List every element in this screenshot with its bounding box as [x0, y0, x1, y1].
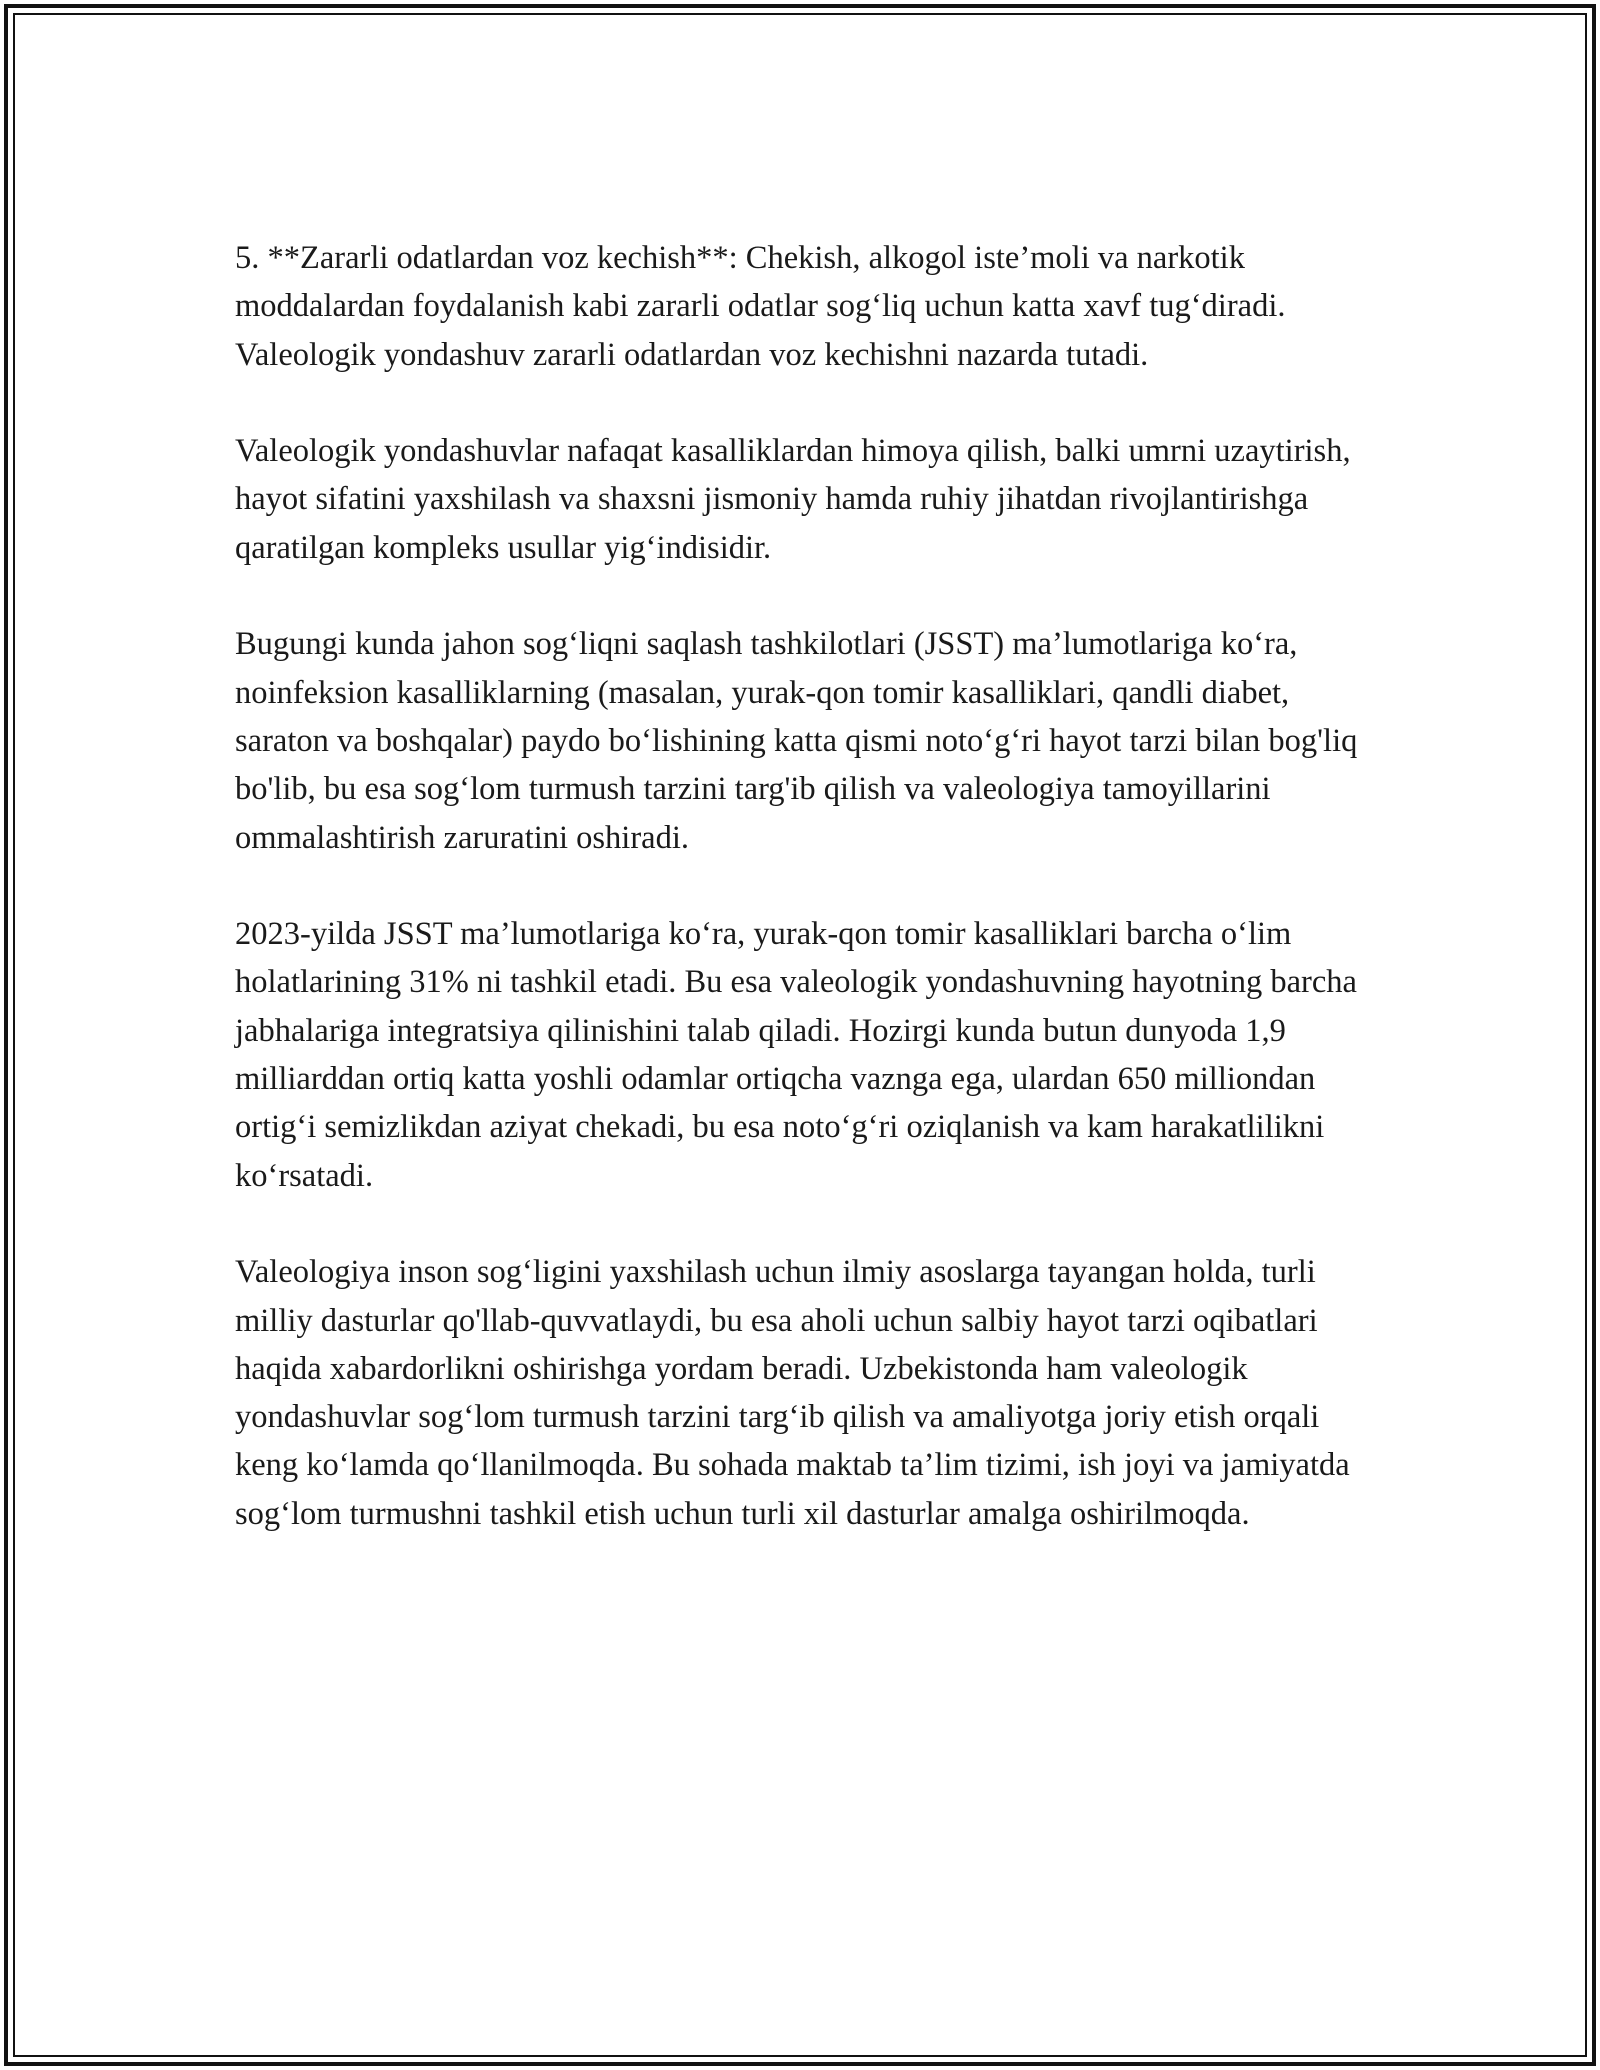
paragraph-valeological-approaches: Valeologik yondashuvlar nafaqat kasalliklardan himoya qilish, balki umrni uzaytirish, hayot sifatini yaxshilash va shaxsni jismoniy hamda ruhiy jihatdan rivojlantirishga qaratilgan kompleks usullar yig‘indisidir. — [235, 433, 1351, 566]
paragraph-harmful-habits: 5. **Zararli odatlardan voz kechish**: Chekish, alkogol iste’moli va narkotik moddalardan foydalanish kabi zararli odatlar sog‘liq uchun katta xavf tug‘diradi. Valeologik yondashuv zararli odatlardan voz kechishni nazarda tutadi. — [235, 240, 1286, 373]
paragraph-2023-statistics: 2023-yilda JSST ma’lumotlariga ko‘ra, yurak-qon tomir kasalliklari barcha o‘lim holatlarining 31% ni tashkil etadi. Bu esa valeologik yondashuvning hayotning barcha jabhalariga integratsiya qilinishini talab qiladi. Hozirgi kunda butun dunyoda 1,9 milliarddan ortiq katta yoshli odamlar ortiqcha vaznga ega, ulardan 650 milliondan ortig‘i semizlikdan aziyat chekadi, bu esa noto‘g‘ri oziqlanish va kam harakatlilikni ko‘rsatadi. — [235, 916, 1357, 1194]
paragraph-who-data: Bugungi kunda jahon sog‘liqni saqlash tashkilotlari (JSST) ma’lumotlariga ko‘ra, noinfeksion kasalliklarning (masalan, yurak-qon tomir kasalliklari, qandli diabet, saraton va boshqalar) paydo bo‘lishining katta qismi noto‘g‘ri hayot tarzi bilan bog'liq bo'lib, bu esa sog‘lom turmush tarzini targ'ib qilish va valeologiya tamoyillarini ommalashtirish zaruratini oshiradi. — [235, 626, 1358, 856]
document-body — [235, 234, 1370, 1538]
paragraph-national-programs: Valeologiya inson sog‘ligini yaxshilash uchun ilmiy asoslarga tayangan holda, turli milliy dasturlar qo'llab-quvvatlaydi, bu esa aholi uchun salbiy hayot tarzi oqibatlari haqida xabardorlikni oshirishga yordam beradi. Uzbekistonda ham valeologik yondashuvlar sog‘lom turmush tarzini targ‘ib qilish va amaliyotga joriy etish orqali keng ko‘lamda qo‘llanilmoqda. Bu sohada maktab ta’lim tizimi, ish joyi va jamiyatda sog‘lom turmushni tashkil etish uchun turli xil dasturlar amalga oshirilmoqda. — [235, 1254, 1350, 1532]
